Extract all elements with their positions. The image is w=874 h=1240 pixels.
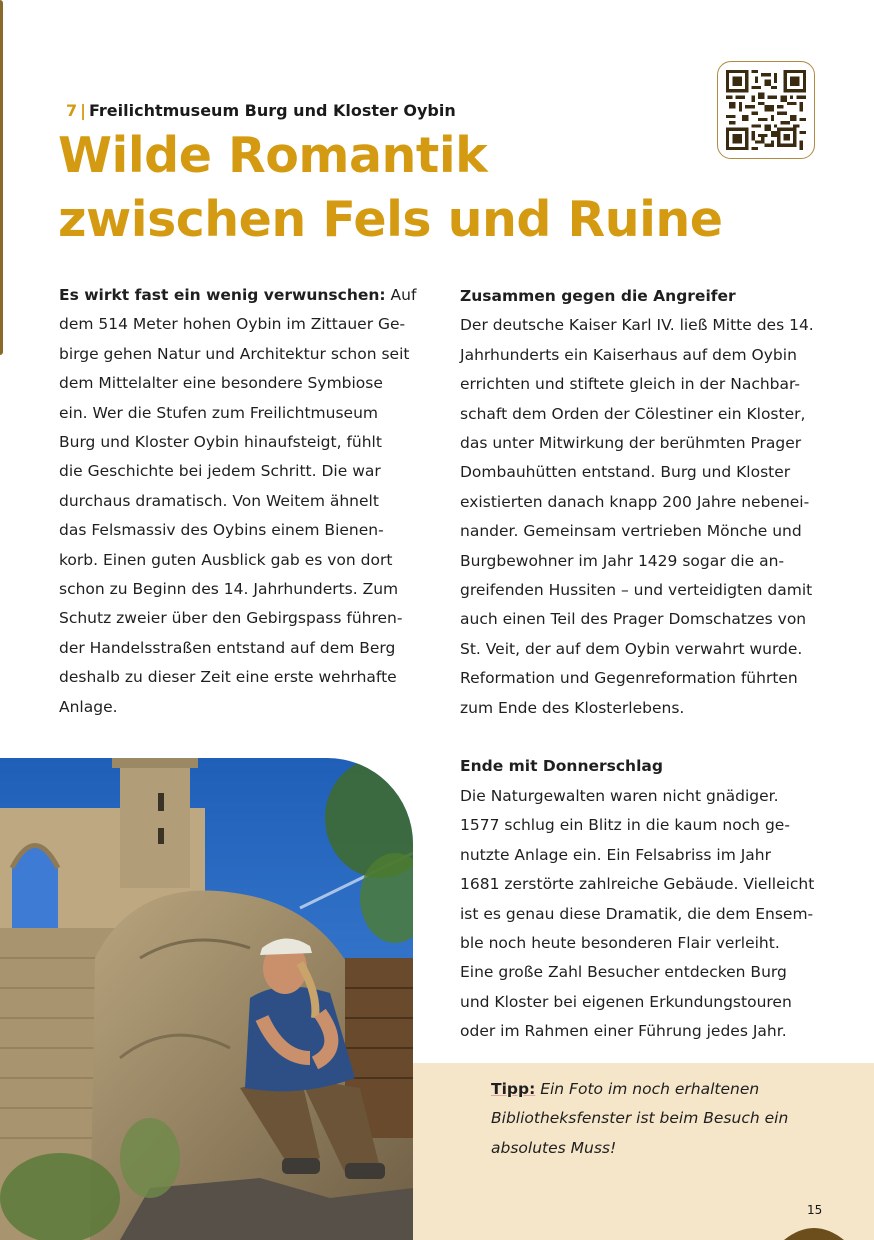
right-column-text xyxy=(460,282,825,1047)
subheading-donnerschlag: Ende mit Donnerschlag xyxy=(460,757,663,776)
title-line: zwischen Fels und Ruine xyxy=(58,191,723,248)
text-line: und Kloster bei eigenen Erkundungstouren xyxy=(460,992,792,1011)
tip-fragment: Ein Foto im noch erhaltenen xyxy=(535,1080,760,1098)
text-line: St. Veit, der auf dem Oybin verwahrt wurde. xyxy=(460,639,803,658)
text-line: durchaus dramatisch. Von Weitem ähnelt xyxy=(59,491,379,510)
text-line: errichten und stiftete gleich in der Nachbar- xyxy=(460,375,800,394)
text-line: birge gehen Natur und Architektur schon seit xyxy=(59,344,410,363)
text-line: Die Naturgewalten waren nicht gnädiger. xyxy=(460,786,779,805)
text-line: Burgbewohner im Jahr 1429 sogar die an- xyxy=(460,551,785,570)
text-line: Burg und Kloster Oybin hinaufsteigt, fühlt xyxy=(59,433,382,452)
paragraph-gap xyxy=(460,723,825,752)
text-line: existierten danach knapp 200 Jahre nebenei- xyxy=(460,492,810,511)
photo-man-at-ruin xyxy=(0,758,413,1240)
text-line: auch einen Teil des Prager Domschatzes von xyxy=(460,610,807,629)
page-number: 15 xyxy=(807,1203,823,1217)
text-line xyxy=(59,281,419,310)
text-line: greifenden Hussiten – und verteidigten damit xyxy=(460,581,813,600)
text-line: ist es genau diese Dramatik, die dem Ensem- xyxy=(460,904,814,923)
text-line: nutzte Anlage ein. Ein Felsabriss im Jahr xyxy=(460,845,771,864)
text-line: Der deutsche Kaiser Karl IV. ließ Mitte des 14. xyxy=(460,316,814,335)
lead-text: Es wirkt fast ein wenig verwunschen: xyxy=(59,286,386,304)
text-line: deshalb zu dieser Zeit eine erste wehrhafte xyxy=(59,668,397,687)
text-line: das Felsmassiv des Oybins einem Bienen- xyxy=(59,521,384,540)
tip-line: Bibliotheksfenster ist beim Besuch ein xyxy=(491,1109,789,1128)
text-line: schaft dem Orden der Cölestiner ein Kloster, xyxy=(460,404,806,423)
text-line: oder im Rahmen einer Führung jedes Jahr. xyxy=(460,1022,787,1041)
text-line: die Geschichte bei jedem Schritt. Die war xyxy=(59,462,381,481)
qr-code-graphic xyxy=(726,70,806,150)
text-fragment: Auf xyxy=(385,286,417,304)
text-line: der Handelsstraßen entstand auf dem Berg xyxy=(59,638,396,657)
text-line: Anlage. xyxy=(59,697,118,716)
page-title xyxy=(58,124,723,252)
left-column-text xyxy=(59,281,419,722)
tip-line xyxy=(491,1075,821,1104)
text-line: dem 514 Meter hohen Oybin im Zittauer Ge- xyxy=(59,315,406,334)
section-kicker xyxy=(66,101,456,120)
text-line: Jahrhunderts ein Kaiserhaus auf dem Oybin xyxy=(460,345,797,364)
text-line: nander. Gemeinsam vertrieben Mönche und xyxy=(460,522,802,541)
page-tab-icon xyxy=(784,1222,844,1240)
tip-text xyxy=(491,1075,821,1163)
text-line: korb. Einen guten Ausblick gab es von dort xyxy=(59,550,393,569)
text-line: Reformation und Gegenreformation führten xyxy=(460,669,798,688)
text-line: Eine große Zahl Besucher entdecken Burg xyxy=(460,963,787,982)
photo-illustration xyxy=(0,758,413,1240)
text-line: Dombauhütten entstand. Burg und Kloster xyxy=(460,463,791,482)
kicker-separator: | xyxy=(80,101,86,120)
text-line: 1577 schlug ein Blitz in die kaum noch ge- xyxy=(460,816,790,835)
text-line: schon zu Beginn des 14. Jahrhunderts. Zum xyxy=(59,580,399,599)
subheading-angreifer: Zusammen gegen die Angreifer xyxy=(460,287,736,305)
qr-code-icon[interactable] xyxy=(717,61,815,159)
text-line: Schutz zweier über den Gebirgspass führen- xyxy=(59,609,403,628)
text-line: 1681 zerstörte zahlreiche Gebäude. Vielleicht xyxy=(460,875,815,894)
section-number: 7 xyxy=(66,101,78,120)
text-line: ein. Wer die Stufen zum Freilichtmuseum xyxy=(59,403,379,422)
tip-label: Tipp: xyxy=(491,1080,536,1098)
text-line: das unter Mitwirkung der berühmten Prager xyxy=(460,434,802,453)
text-line: zum Ende des Klosterlebens. xyxy=(460,698,685,717)
kicker-text: Freilichtmuseum Burg und Kloster Oybin xyxy=(88,101,456,120)
page-edge-line xyxy=(0,0,3,355)
title-line: Wilde Romantik xyxy=(58,127,488,184)
text-line: dem Mittelalter eine besondere Symbiose xyxy=(59,374,383,393)
text-line: ble noch heute besonderen Flair verleiht. xyxy=(460,933,780,952)
tip-line: absolutes Muss! xyxy=(491,1138,617,1157)
